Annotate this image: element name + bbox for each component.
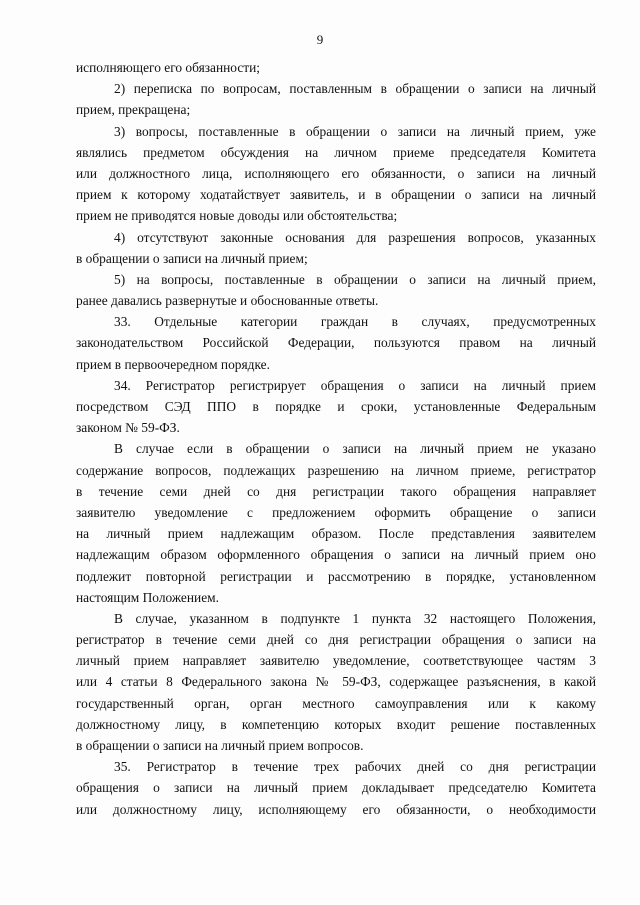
list-item-4: 4) отсутствуют законные основания для разрешения вопросов, указанных: [114, 229, 596, 245]
text-line: исполняющего его обязанности;: [76, 60, 261, 75]
paragraph-34: 34. Регистратор регистрирует обращения о записи на личный прием: [114, 377, 596, 393]
text-line: или должностному лицу, исполняющему его обязанности, о необходимости: [76, 801, 596, 817]
text-line: надлежащим образом оформленного обращения о записи на личный прием оно: [76, 547, 596, 563]
paragraph-34-note-1: В случае если в обращении о записи на личный прием не указано: [114, 441, 596, 457]
text-line: в обращении о записи на личный прием вопросов.: [76, 738, 364, 753]
text-line: в течение семи дней со дня регистрации такого обращения направляет: [76, 483, 596, 499]
text-line: содержание вопросов, подлежащих разрешению на личном приеме, регистратор: [76, 462, 596, 478]
text-line: настоящим Положением.: [76, 589, 219, 605]
text-line: законом № 59-ФЗ.: [76, 420, 180, 436]
text-line: обращения о записи на личный прием докладывает председателю Комитета: [76, 780, 596, 796]
text-line: прием не приводятся новые доводы или обстоятельства;: [76, 208, 398, 224]
text-line: регистратор в течение семи дней со дня регистрации обращения о записи на: [76, 632, 596, 648]
page-number: 9: [316, 32, 324, 47]
text-line: посредством СЭД ППО в порядке и сроки, установленные Федеральным: [76, 399, 596, 414]
text-line: законодательством Российской Федерации, пользуются правом на личный: [76, 335, 596, 351]
text-line: прием, прекращена;: [76, 102, 191, 118]
text-line: подлежит повторной регистрации и рассмотрению в порядке, установленном: [76, 568, 596, 584]
text-line: или 4 статьи 8 Федерального закона № 59-ФЗ, содержащее разъяснения, в какой: [76, 674, 596, 690]
text-line: личный прием направляет заявителю уведомление, соответствующее частям 3: [76, 653, 596, 669]
text-line: должностному лицу, в компетенцию которых входит решение поставленных: [76, 716, 596, 732]
text-line: на личный прием надлежащим образом. После представления заявителем: [76, 526, 596, 542]
text-line: или должностного лица, исполняющего его обязанности, о записи на личный: [76, 165, 596, 181]
text-line: государственный орган, орган местного самоуправления или к какому: [76, 695, 596, 711]
text-line: прием к которому ходатайствует заявитель, и в обращении о записи на личный: [76, 187, 596, 203]
paragraph-34-note-2: В случае, указанном в подпункте 1 пункта 32 настоящего Положения,: [114, 610, 596, 626]
text-line: прием в первоочередном порядке.: [76, 356, 270, 372]
text-line: являлись предметом обсуждения на личном приеме председателя Комитета: [76, 144, 596, 160]
list-item-2: 2) переписка по вопросам, поставленным в обращении о записи на личный: [114, 81, 596, 97]
text-line: ранее давались развернутые и обоснованные ответы.: [76, 293, 379, 309]
paragraph-35: 35. Регистратор в течение трех рабочих дней со дня регистрации: [114, 759, 596, 775]
text-line: в обращении о записи на личный прием;: [76, 250, 308, 266]
document-body: [76, 57, 596, 820]
paragraph-33: 33. Отдельные категории граждан в случаях, предусмотренных: [114, 314, 596, 330]
list-item-3: 3) вопросы, поставленные в обращении о записи на личный прием, уже: [114, 123, 596, 139]
text-line: заявителю уведомление с предложением оформить обращение о записи: [76, 504, 596, 520]
list-item-5: 5) на вопросы, поставленные в обращении о записи на личный прием,: [114, 271, 596, 287]
